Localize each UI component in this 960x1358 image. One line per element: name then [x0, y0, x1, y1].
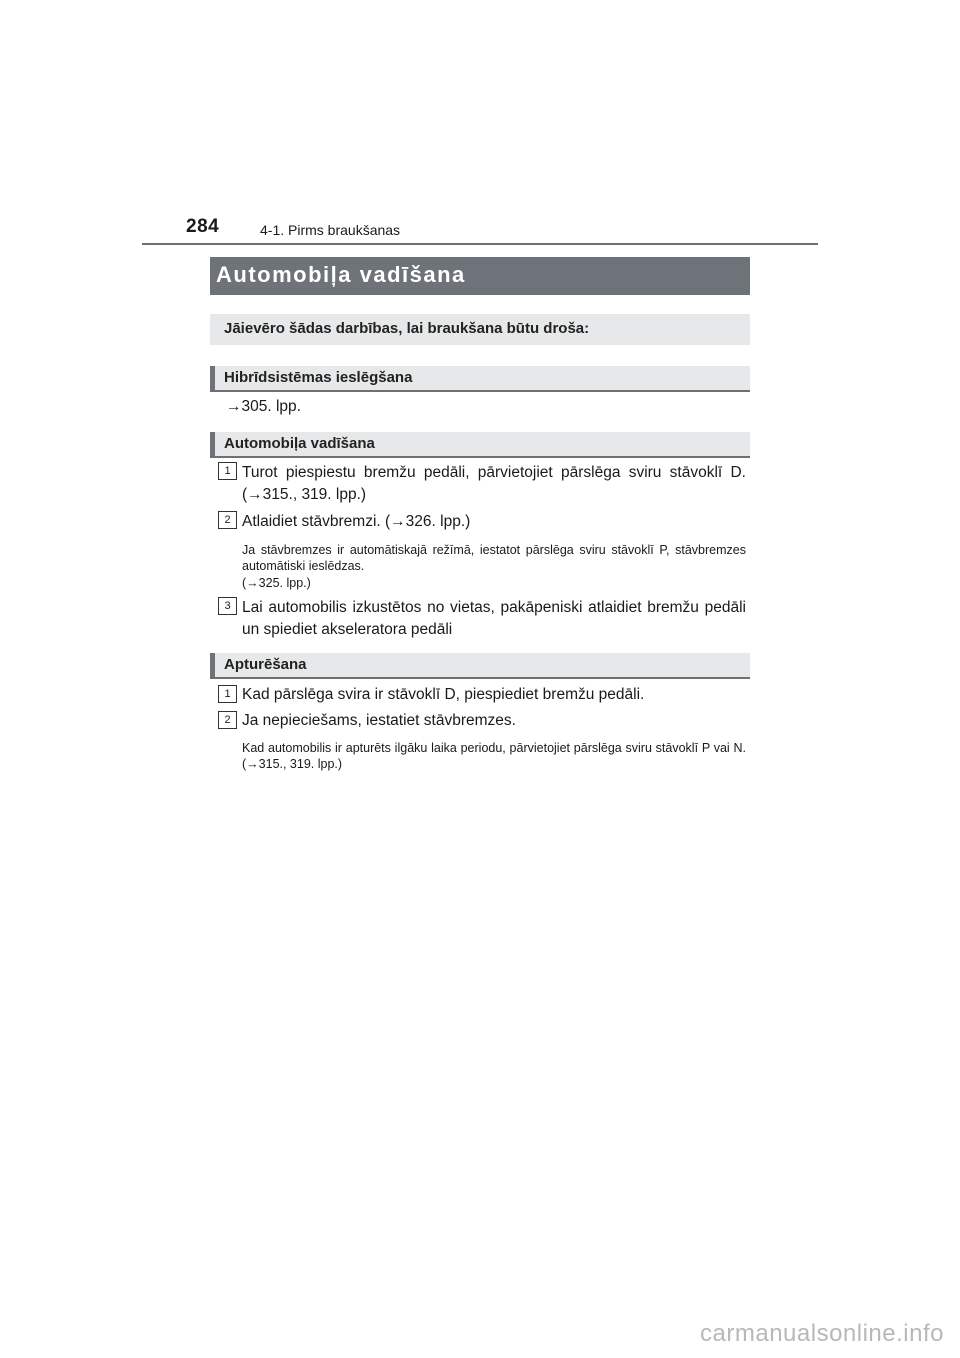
subheading-startup	[210, 366, 750, 392]
step-text: Atlaidiet stāvbremzi. (→326. lpp.)	[242, 513, 471, 530]
step-text: Lai automobilis izkustētos no vietas, pakāpeniski atlaidiet bremžu pedāli un spiediet akseleratora pedāli	[242, 599, 746, 638]
step-number-badge: 2	[218, 711, 237, 729]
intro-box	[210, 314, 750, 345]
step-number-badge: 1	[218, 462, 237, 480]
subheading-stopping-label: Apturēšana	[224, 656, 307, 673]
startup-reference: →305. lpp.	[226, 398, 301, 415]
subheading-startup-label: Hibrīdsistēmas ieslēgšana	[224, 369, 413, 386]
subheading-stopping	[210, 653, 750, 679]
step-number-badge: 1	[218, 685, 237, 703]
step-text: Turot piespiestu bremžu pedāli, pārvietojiet pārslēga sviru stāvoklī D. (→315., 319. lpp.)	[242, 464, 746, 503]
step-text: Ja nepieciešams, iestatiet stāvbremzes.	[242, 712, 516, 729]
step-note: Ja stāvbremzes ir automātiskajā režīmā, iestatot pārslēga sviru stāvoklī P, stāvbremzes automātiski ieslēdzas.	[242, 543, 746, 573]
section-label: 4-1. Pirms braukšanas	[260, 222, 401, 238]
step-note-reference: (→325. lpp.)	[242, 576, 311, 590]
step-note: Kad automobilis ir apturēts ilgāku laika periodu, pārvietojiet pārslēga sviru stāvoklī P vai N. (→315., 319. lpp.)	[242, 741, 746, 771]
header-rule	[142, 243, 818, 245]
footer-watermark: carmanualsonline.info	[700, 1320, 944, 1347]
page-number: 284	[186, 216, 220, 237]
intro-text: Jāievēro šādas darbības, lai braukšana būtu droša:	[224, 320, 590, 337]
subheading-driving	[210, 432, 750, 458]
step-number-badge: 2	[218, 511, 237, 529]
title-bar	[210, 257, 750, 295]
step-number-badge: 3	[218, 597, 237, 615]
step-text: Kad pārslēga svira ir stāvoklī D, piespiediet bremžu pedāli.	[242, 686, 645, 703]
subheading-driving-label: Automobiļa vadīšana	[224, 435, 375, 452]
page-title: Automobiļa vadīšana	[216, 262, 466, 287]
